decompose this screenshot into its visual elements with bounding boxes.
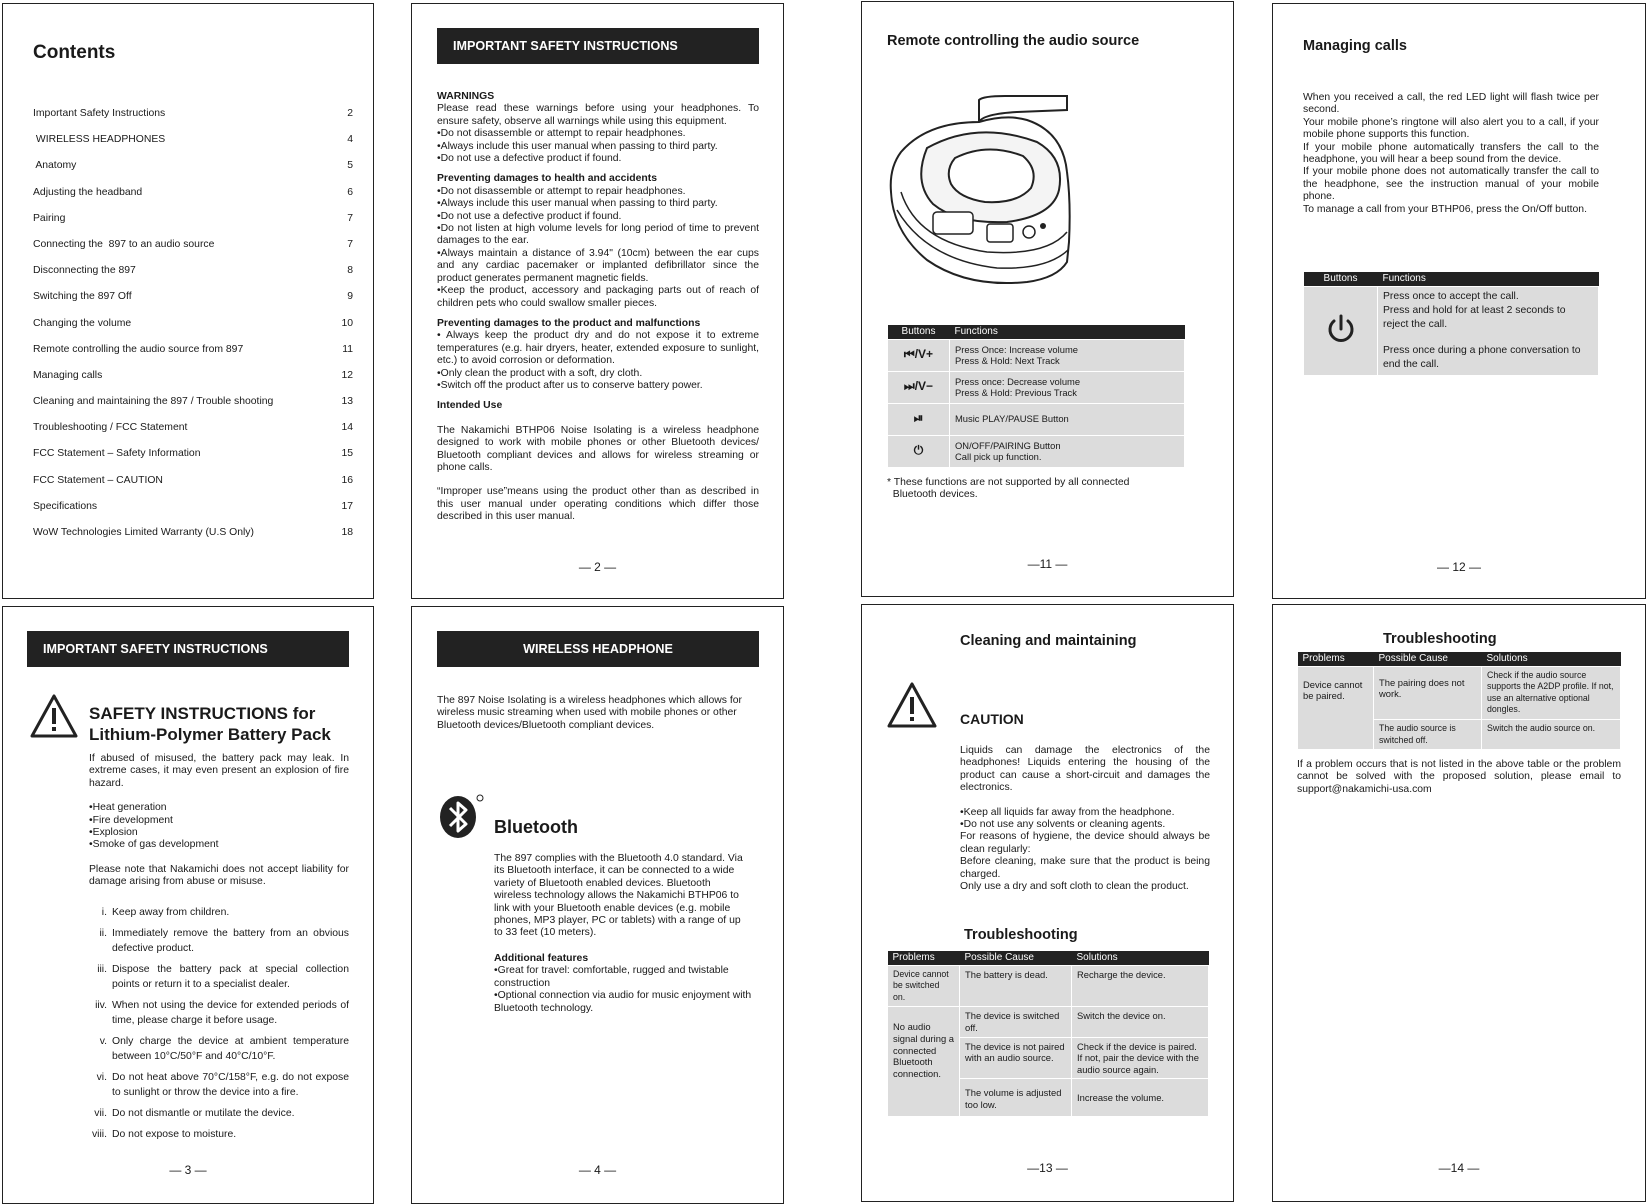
page-number: — 3 — [169, 1163, 207, 1177]
toc-item[interactable] [33, 501, 353, 527]
toc-item-label: WIRELESS HEADPHONES [33, 134, 166, 146]
cell-solution: Switch the device on. [1072, 1007, 1209, 1037]
list-item [85, 1127, 349, 1142]
cell-solution: Recharge the device. [1072, 965, 1209, 1007]
function-line-1: Music PLAY/PAUSE Button [955, 413, 1069, 425]
page-title: Troubleshooting [1383, 631, 1497, 647]
toc-item[interactable] [33, 134, 353, 160]
intended-use-heading: Intended Use [437, 400, 503, 412]
toc-item[interactable] [33, 527, 353, 553]
item-number: viii. [91, 1129, 107, 1140]
cell-cause: The volume is adjusted too low. [960, 1079, 1072, 1117]
text-line: •Always include this user manual when passing to third party. [437, 140, 718, 152]
function-accept: Press once to accept the call. [1383, 290, 1519, 302]
footnote [887, 477, 1129, 502]
intro-text: The 897 Noise Isolating is a wireless headphones which allows for wireless music streaming when used with mobile phones or other Bluetooth devices/Bluetooth compliant devices. [437, 695, 742, 731]
warning-triangle-icon [29, 693, 79, 739]
text-line: •Heat generation [89, 802, 167, 814]
cell-problem: Device cannot be switched on. [888, 965, 960, 1007]
battery-rules-list [85, 905, 349, 1148]
toc-item[interactable] [33, 318, 353, 344]
next-volume-down-icon: ⏭/V− [888, 371, 950, 403]
intro-text: If abused of misused, the battery pack may leak. In extreme cases, it may even present an explosion of fire hazard. [89, 753, 349, 789]
text-line: •Explosion [89, 827, 138, 839]
toc-item-label: Important Safety Instructions [33, 108, 166, 119]
toc-item-page: 14 [341, 422, 353, 434]
cell-problem: No audio signal during a connected Bluetooth connection. [888, 1007, 960, 1117]
toc-item[interactable] [33, 160, 353, 186]
toc-item-page: 16 [341, 474, 353, 486]
title-line-1: SAFETY INSTRUCTIONS for [89, 704, 316, 723]
bluetooth-title: Bluetooth [494, 817, 578, 837]
features-heading: Additional features [494, 953, 589, 964]
list-item [85, 1070, 349, 1100]
item-text: When not using the device for extended periods of time, please charge it before usage. [112, 1000, 349, 1026]
toc-item[interactable] [33, 448, 353, 474]
item-text: Dispose the battery pack at special collection points or return it to a specialist dealer. [112, 964, 349, 990]
item-text: Keep away from children. [112, 907, 230, 918]
function-end: Press once during a phone conversation to end the call. [1383, 344, 1581, 370]
toc-item-page: 11 [342, 343, 353, 355]
toc-item-page: 10 [341, 317, 353, 329]
toc-item-page: 13 [341, 396, 353, 408]
text-line: •Only clean the product with a soft, dry cloth. [437, 367, 643, 379]
list-item [85, 998, 349, 1028]
page-11 [861, 1, 1234, 597]
text-line: •Smoke of gas development [89, 839, 219, 851]
col-solutions: Solutions [1482, 652, 1621, 666]
headphone-earcup-illustration [887, 92, 1087, 292]
troubleshooting-table [887, 951, 1209, 1117]
warning-triangle-icon [886, 681, 938, 729]
toc-item-label: Cleaning and maintaining the 897 / Trouble shooting [33, 396, 274, 408]
feature-1: •Great for travel: comfortable, rugged and twistable construction [494, 965, 729, 989]
text-line: Please read these warnings before using your headphones. To ensure safety, observe all warnings while using this equipment. [437, 103, 759, 127]
item-text: Immediately remove the battery from an obvious defective product. [112, 928, 349, 954]
features-block [494, 953, 756, 1015]
contents-title: Contents [33, 42, 116, 63]
item-number: vi. [96, 1072, 107, 1083]
text-line: •Keep the product, accessory and packaging parts out of reach of children pets who could swallow smaller pieces. [437, 285, 759, 309]
toc-list [33, 108, 353, 553]
toc-item[interactable] [33, 396, 353, 422]
function-line-2: Call pick up function. [955, 451, 1042, 463]
text-line: •Do not listen at high volume levels for long period of time to prevent damages to the ear. [437, 223, 759, 247]
toc-item-label: Changing the volume [33, 317, 132, 329]
page-14 [1272, 604, 1646, 1202]
page-title: Cleaning and maintaining [960, 633, 1137, 649]
function-cell [950, 403, 1185, 435]
toc-item-label: Adjusting the headband [33, 186, 143, 198]
list-item [85, 1106, 349, 1121]
cell-cause: The audio source is switched off. [1374, 719, 1482, 749]
col-problems: Problems [1298, 652, 1374, 666]
page-title: Remote controlling the audio source [887, 33, 1140, 49]
function-line-1: Press once: Decrease volume [955, 375, 1081, 387]
bluetooth-text: The 897 complies with the Bluetooth 4.0 standard. Via its Bluetooth interface, it can be connected to a wide variety of Bluetooth enabled devices. Bluetooth wireless technology allows the Nakamichi BTHP06 to link with your Bluetooth enable devices (e.g. mobile phones, MP3 player, PC or tablets) with a range of up to 33 feet (10 meters). [494, 853, 743, 939]
page-number: — 12 — [1436, 560, 1481, 574]
toc-item-page: 9 [347, 291, 353, 303]
text-line: •Do not use any solvents or cleaning agents. [960, 819, 1166, 831]
page-number: —11 — [1027, 557, 1068, 571]
page-4 [411, 606, 784, 1204]
footnote-line-2: Bluetooth devices. [887, 489, 978, 501]
toc-item-page: 7 [347, 238, 353, 250]
cell-solution: Check if the device is paired. If not, pair the device with the audio source again. [1072, 1037, 1209, 1079]
warnings-block [437, 91, 759, 524]
table-row [888, 339, 1185, 371]
col-problems: Problems [888, 951, 960, 965]
battery-safety-title [89, 703, 331, 745]
toc-item-label: Remote controlling the audio source from 897 [33, 343, 244, 355]
toc-item[interactable] [33, 239, 353, 265]
text-line: •Switch off the product after us to conserve battery power. [437, 379, 703, 391]
text-line: For reasons of hygiene, the device should always be clean regularly: [960, 831, 1210, 855]
item-text: Do not dismantle or mutilate the device. [112, 1108, 295, 1119]
col-buttons: Buttons [888, 325, 950, 339]
malfunction-lines [437, 330, 759, 392]
text-line: Before cleaning, make sure that the product is being charged. [960, 856, 1210, 880]
cell-solution: Check if the audio source supports the A2DP profile. If not, use an alternative optional dongles. [1482, 666, 1621, 719]
item-number: iii. [97, 964, 107, 975]
toc-item-page: 18 [341, 527, 353, 538]
toc-item-label: Connecting the 897 to an audio source [33, 238, 215, 250]
cell-cause: The battery is dead. [960, 965, 1072, 1007]
cell-cause: The device is not paired with an audio source. [960, 1037, 1072, 1079]
item-number: ii. [99, 928, 107, 939]
section-header-bar: IMPORTANT SAFETY INSTRUCTIONS [27, 631, 349, 667]
support-text: If a problem occurs that is not listed in the above table or the problem cannot be solved with the proposed solution, please email to support@nakamichi-usa.com [1297, 759, 1621, 795]
text-line: If your mobile phone automatically transfers the call to the headphone, you will hear a beep sound from the device. [1303, 141, 1599, 166]
col-cause: Possible Cause [960, 951, 1072, 965]
table-row [888, 403, 1185, 435]
text-line: •Keep all liquids far away from the headphone. [960, 806, 1175, 818]
toc-item-label: FCC Statement – Safety Information [33, 448, 201, 460]
prev-volume-up-icon: ⏮/V+ [888, 339, 950, 371]
table-row [888, 1007, 1209, 1037]
footnote-line-1: * These functions are not supported by all connected [887, 477, 1130, 488]
cell-solution: Switch the audio source on. [1482, 719, 1621, 749]
calls-buttons-table [1303, 272, 1599, 376]
function-line-2: Press & Hold: Next Track [955, 355, 1060, 367]
toc-item[interactable] [33, 475, 353, 501]
col-solutions: Solutions [1072, 951, 1209, 965]
health-lines [437, 186, 759, 310]
feature-2: •Optional connection via audio for music enjoyment with Bluetooth technology. [494, 990, 752, 1014]
power-button-cell [1304, 286, 1378, 375]
function-line-1: ON/OFF/PAIRING Button [955, 439, 1061, 451]
toc-item-page: 5 [347, 160, 353, 172]
cleaning-lines [960, 807, 1210, 894]
page-number: — 2 — [578, 560, 617, 574]
power-functions [1378, 286, 1599, 375]
intended-use-text: The Nakamichi BTHP06 Noise Isolating is a wireless headphone designed to work with mobile phones or other Bluetooth devices/ Bluetooth compliant devices and allows for wireless streaming or phone calls. [437, 424, 759, 473]
toc-item[interactable] [33, 108, 353, 134]
cell-problem: Device cannot be paired. [1298, 666, 1374, 750]
text-line: •Do not use a defective product if found. [437, 153, 622, 165]
list-item [85, 962, 349, 992]
toc-item-label: Troubleshooting / FCC Statement [33, 422, 188, 434]
battery-intro [89, 753, 349, 889]
function-reject: Press and hold for at least 2 seconds to reject the call. [1383, 304, 1566, 330]
col-buttons: Buttons [1304, 272, 1378, 286]
page-number: —13 — [1027, 1161, 1068, 1175]
toc-item-page: 15 [341, 448, 353, 460]
section-header-bar: IMPORTANT SAFETY INSTRUCTIONS [437, 28, 759, 64]
toc-item-page: 12 [341, 369, 353, 381]
text-line: •Do not disassemble or attempt to repair headphones. [437, 128, 686, 140]
toc-item[interactable] [33, 265, 353, 291]
function-line-2: Press & Hold: Previous Track [955, 387, 1077, 399]
toc-item[interactable] [33, 187, 353, 213]
page-2 [411, 3, 784, 599]
list-item [85, 1034, 349, 1064]
page-contents [2, 3, 374, 599]
toc-item-page: 8 [347, 265, 353, 277]
toc-item-page: 2 [347, 108, 353, 119]
troubleshooting-title: Troubleshooting [964, 927, 1078, 943]
troubleshooting-table [1297, 652, 1621, 750]
text-line: If your mobile phone does not automatically transfer the call to the headphone, see the instruction manual of your mobile phone. [1303, 166, 1599, 203]
toc-item-label: Switching the 897 Off [33, 291, 132, 303]
warnings-heading: WARNINGS [437, 91, 495, 102]
cell-cause: The device is switched off. [960, 1007, 1072, 1037]
function-cell [950, 339, 1185, 371]
hazard-list [89, 802, 349, 852]
table-row [1298, 666, 1621, 719]
col-functions: Functions [1378, 272, 1599, 286]
item-number: iiv. [95, 1000, 107, 1011]
toc-item-label: FCC Statement – CAUTION [33, 474, 163, 486]
table-row [888, 435, 1185, 467]
play-pause-icon: ⏯ [888, 403, 950, 435]
cell-cause: The pairing does not work. [1374, 666, 1482, 719]
list-item [85, 926, 349, 956]
page-number: —14 — [1438, 1161, 1480, 1175]
improper-use-text: “Improper use”means using the product other than as described in this user manual under operating conditions which differ those described in this user manual. [437, 486, 759, 523]
text-line: Your mobile phone’s ringtone will also alert you to a call, if your mobile phone supports this function. [1303, 116, 1599, 141]
item-number: i. [101, 907, 107, 918]
warnings-lines [437, 103, 759, 165]
table-row [888, 371, 1185, 403]
toc-item[interactable] [33, 344, 353, 370]
text-line: • Always keep the product dry and do not expose it to extreme temperatures (e.g. hair dryers, heater, extended exposure to sunlight, etc.) to avoid corrosion or deformation. [437, 330, 759, 367]
power-icon: ⏻ [888, 435, 950, 467]
malfunction-heading: Preventing damages to the product and malfunctions [437, 317, 701, 329]
page-12 [1272, 3, 1646, 599]
toc-item-label: Disconnecting the 897 [33, 265, 136, 277]
text-line: •Always maintain a distance of 3.94" (10cm) between the ear cups and any cardiac pacemaker or implanted defibrillator since the product generates permanent magnetic fields. [437, 247, 759, 284]
toc-item-label: Specifications [33, 500, 98, 512]
page-title: Managing calls [1303, 38, 1407, 54]
col-cause: Possible Cause [1374, 652, 1482, 666]
calls-text [1303, 92, 1599, 216]
toc-item-page: 6 [347, 186, 353, 198]
toc-item[interactable] [33, 291, 353, 317]
text-line: •Do not use a defective product if found. [437, 210, 622, 222]
toc-item-page: 17 [341, 500, 353, 512]
bluetooth-logo-icon [436, 793, 484, 841]
toc-item-page: 7 [347, 212, 353, 224]
toc-item-page: 4 [347, 134, 353, 146]
table-row [888, 965, 1209, 1007]
page-13 [861, 604, 1234, 1202]
function-line-1: Press Once: Increase volume [955, 343, 1078, 355]
toc-item-label: Anatomy [33, 160, 77, 172]
text-line: To manage a call from your BTHP06, press the On/Off button. [1303, 203, 1587, 215]
liability-note: Please note that Nakamichi does not accept liability for damage arising from abuse or misuse. [89, 863, 349, 888]
remote-buttons-table [887, 325, 1185, 468]
page-number: — 4 — [578, 1163, 617, 1177]
toc-item-label: Managing calls [33, 369, 103, 381]
toc-item-label: Pairing [33, 212, 66, 224]
text-line: •Always include this user manual when passing to third party. [437, 198, 718, 210]
cleaning-text [960, 745, 1210, 893]
health-heading: Preventing damages to health and accidents [437, 173, 657, 185]
toc-item[interactable] [33, 370, 353, 396]
list-item [85, 905, 349, 920]
text-line: •Fire development [89, 814, 173, 826]
text-line: When you received a call, the red LED light will flash twice per second. [1303, 92, 1599, 116]
item-text: Do not heat above 70°C/158°F, e.g. do not expose to sunlight or throw the device into a fire. [112, 1072, 349, 1098]
page-3 [2, 606, 374, 1204]
item-number: vii. [94, 1108, 107, 1119]
item-text: Only charge the device at ambient temperature between 10°C/50°F and 40°C/10°F. [112, 1036, 349, 1062]
toc-item[interactable] [33, 422, 353, 448]
text-line: •Do not disassemble or attempt to repair headphones. [437, 185, 686, 197]
function-cell [950, 371, 1185, 403]
item-text: Do not expose to moisture. [112, 1129, 237, 1140]
caution-heading: CAUTION [960, 711, 1024, 727]
cell-solution: Increase the volume. [1072, 1079, 1209, 1117]
toc-item[interactable] [33, 213, 353, 239]
function-cell [950, 435, 1185, 467]
power-icon [1323, 311, 1359, 347]
toc-item-label: WoW Technologies Limited Warranty (U.S Only) [33, 527, 254, 538]
title-line-2: Lithium-Polymer Battery Pack [89, 725, 331, 744]
section-header-bar: WIRELESS HEADPHONE [437, 631, 759, 667]
col-functions: Functions [950, 325, 1185, 339]
caution-text: Liquids can damage the electronics of the headphones! Liquids entering the housing of the product can cause a short-circuit and damages the electronics. [960, 745, 1210, 794]
item-number: v. [99, 1036, 107, 1047]
text-line: Only use a dry and soft cloth to clean the product. [960, 881, 1189, 893]
